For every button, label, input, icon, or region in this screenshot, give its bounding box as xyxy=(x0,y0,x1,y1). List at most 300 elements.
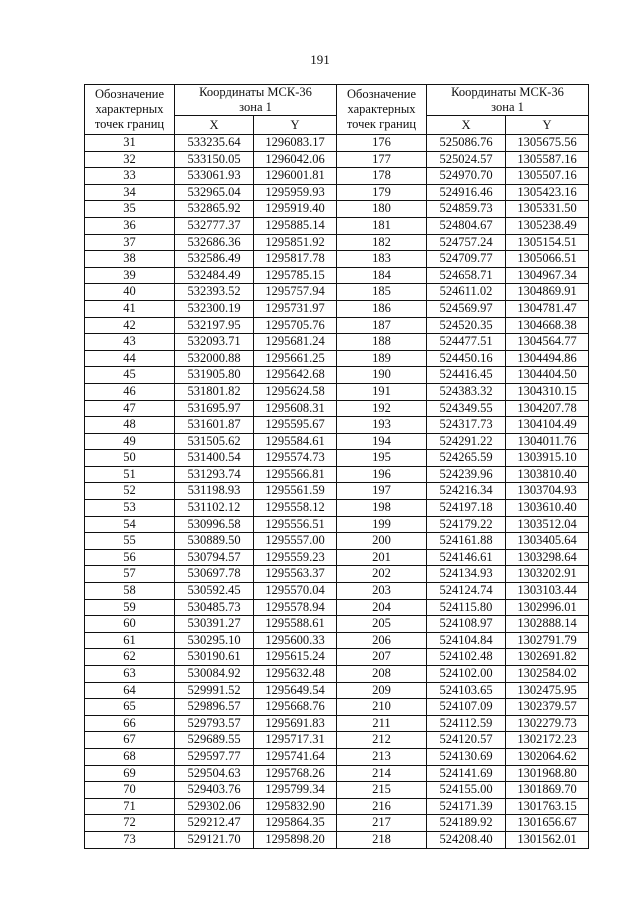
cell-point-right: 206 xyxy=(337,632,427,649)
cell-y-left: 1296042.06 xyxy=(254,151,337,168)
cell-point-left: 67 xyxy=(85,732,175,749)
cell-point-right: 203 xyxy=(337,583,427,600)
cell-x-right: 524161.88 xyxy=(427,533,506,550)
cell-x-left: 533150.05 xyxy=(175,151,254,168)
cell-x-right: 524757.24 xyxy=(427,234,506,251)
cell-point-right: 196 xyxy=(337,466,427,483)
cell-point-left: 62 xyxy=(85,649,175,666)
cell-y-left: 1295584.61 xyxy=(254,433,337,450)
x-header-right: X xyxy=(427,116,506,135)
coords-header-right: Координаты МСК-36 зона 1 xyxy=(427,85,589,116)
table-row xyxy=(85,417,589,434)
cell-point-right: 204 xyxy=(337,599,427,616)
cell-x-left: 532393.52 xyxy=(175,284,254,301)
cell-y-right: 1305587.16 xyxy=(506,151,589,168)
table-row xyxy=(85,317,589,334)
cell-point-left: 40 xyxy=(85,284,175,301)
cell-x-left: 532965.04 xyxy=(175,184,254,201)
cell-point-left: 33 xyxy=(85,168,175,185)
cell-y-left: 1295785.15 xyxy=(254,267,337,284)
cell-x-left: 529597.77 xyxy=(175,748,254,765)
cell-x-left: 530295.10 xyxy=(175,632,254,649)
cell-y-right: 1304011.76 xyxy=(506,433,589,450)
table-row xyxy=(85,782,589,799)
cell-point-right: 202 xyxy=(337,566,427,583)
y-header-left: Y xyxy=(254,116,337,135)
cell-point-left: 69 xyxy=(85,765,175,782)
cell-x-left: 531293.74 xyxy=(175,466,254,483)
table-row xyxy=(85,765,589,782)
table-row xyxy=(85,483,589,500)
table-row xyxy=(85,682,589,699)
cell-x-right: 524124.74 xyxy=(427,583,506,600)
cell-x-left: 532197.95 xyxy=(175,317,254,334)
cell-point-right: 200 xyxy=(337,533,427,550)
table-row xyxy=(85,815,589,832)
cell-y-right: 1304310.15 xyxy=(506,383,589,400)
cell-y-right: 1301763.15 xyxy=(506,798,589,815)
cell-point-right: 192 xyxy=(337,400,427,417)
cell-x-left: 531695.97 xyxy=(175,400,254,417)
cell-point-left: 53 xyxy=(85,500,175,517)
table-row xyxy=(85,599,589,616)
cell-x-left: 533061.93 xyxy=(175,168,254,185)
cell-x-left: 531102.12 xyxy=(175,500,254,517)
cell-x-right: 524197.18 xyxy=(427,500,506,517)
cell-x-right: 524179.22 xyxy=(427,516,506,533)
cell-y-right: 1303810.40 xyxy=(506,466,589,483)
page-number: 191 xyxy=(310,52,330,67)
cell-y-left: 1295600.33 xyxy=(254,632,337,649)
table-row xyxy=(85,234,589,251)
table-row xyxy=(85,284,589,301)
cell-y-left: 1295717.31 xyxy=(254,732,337,749)
cell-point-left: 35 xyxy=(85,201,175,218)
table-row xyxy=(85,217,589,234)
cell-x-left: 531601.87 xyxy=(175,417,254,434)
cell-point-right: 187 xyxy=(337,317,427,334)
cell-point-left: 58 xyxy=(85,583,175,600)
cell-x-right: 524349.55 xyxy=(427,400,506,417)
cell-x-right: 524709.77 xyxy=(427,251,506,268)
table-row xyxy=(85,715,589,732)
cell-point-right: 210 xyxy=(337,699,427,716)
x-header-left: X xyxy=(175,116,254,135)
cell-y-left: 1295885.14 xyxy=(254,217,337,234)
cell-y-right: 1302584.02 xyxy=(506,666,589,683)
cell-point-right: 215 xyxy=(337,782,427,799)
cell-y-left: 1295578.94 xyxy=(254,599,337,616)
cell-point-right: 194 xyxy=(337,433,427,450)
cell-x-left: 532000.88 xyxy=(175,350,254,367)
cell-x-left: 529896.57 xyxy=(175,699,254,716)
cell-y-right: 1305154.51 xyxy=(506,234,589,251)
cell-x-left: 529991.52 xyxy=(175,682,254,699)
table-row xyxy=(85,500,589,517)
table-row xyxy=(85,632,589,649)
table-body xyxy=(85,135,589,849)
table-row xyxy=(85,201,589,218)
cell-x-right: 524383.32 xyxy=(427,383,506,400)
cell-x-left: 530391.27 xyxy=(175,616,254,633)
cell-y-right: 1304104.49 xyxy=(506,417,589,434)
cell-x-left: 532686.36 xyxy=(175,234,254,251)
cell-y-left: 1295757.94 xyxy=(254,284,337,301)
cell-y-right: 1304781.47 xyxy=(506,300,589,317)
cell-x-right: 524120.57 xyxy=(427,732,506,749)
cell-point-right: 197 xyxy=(337,483,427,500)
cell-y-left: 1296083.17 xyxy=(254,135,337,152)
cell-y-left: 1295624.58 xyxy=(254,383,337,400)
cell-x-left: 529212.47 xyxy=(175,815,254,832)
cell-y-right: 1305507.16 xyxy=(506,168,589,185)
cell-y-right: 1302791.79 xyxy=(506,632,589,649)
cell-point-left: 42 xyxy=(85,317,175,334)
cell-x-left: 529689.55 xyxy=(175,732,254,749)
cell-point-left: 60 xyxy=(85,616,175,633)
cell-point-right: 218 xyxy=(337,831,427,848)
cell-point-left: 71 xyxy=(85,798,175,815)
cell-y-right: 1304869.91 xyxy=(506,284,589,301)
cell-y-right: 1303103.44 xyxy=(506,583,589,600)
cell-x-left: 533235.64 xyxy=(175,135,254,152)
cell-x-right: 524317.73 xyxy=(427,417,506,434)
cell-x-right: 524265.59 xyxy=(427,450,506,467)
cell-y-right: 1302996.01 xyxy=(506,599,589,616)
table-row xyxy=(85,433,589,450)
point-header-left: Обозначение характерных точек границ xyxy=(85,85,175,135)
table-row xyxy=(85,367,589,384)
cell-y-left: 1295559.23 xyxy=(254,549,337,566)
table-row xyxy=(85,168,589,185)
cell-point-right: 180 xyxy=(337,201,427,218)
cell-x-right: 524216.34 xyxy=(427,483,506,500)
cell-y-right: 1303915.10 xyxy=(506,450,589,467)
table-row xyxy=(85,151,589,168)
cell-point-right: 178 xyxy=(337,168,427,185)
cell-x-left: 532300.19 xyxy=(175,300,254,317)
table-row xyxy=(85,583,589,600)
cell-y-right: 1302888.14 xyxy=(506,616,589,633)
cell-point-right: 182 xyxy=(337,234,427,251)
cell-x-right: 524970.70 xyxy=(427,168,506,185)
table-row xyxy=(85,649,589,666)
cell-x-left: 532777.37 xyxy=(175,217,254,234)
cell-x-right: 525024.57 xyxy=(427,151,506,168)
cell-y-left: 1295799.34 xyxy=(254,782,337,799)
cell-point-left: 46 xyxy=(85,383,175,400)
cell-x-left: 530794.57 xyxy=(175,549,254,566)
table-row xyxy=(85,516,589,533)
cell-y-right: 1303298.64 xyxy=(506,549,589,566)
cell-point-right: 190 xyxy=(337,367,427,384)
cell-point-left: 32 xyxy=(85,151,175,168)
cell-point-left: 41 xyxy=(85,300,175,317)
cell-x-right: 524291.22 xyxy=(427,433,506,450)
cell-point-right: 214 xyxy=(337,765,427,782)
cell-point-right: 179 xyxy=(337,184,427,201)
cell-x-left: 532484.49 xyxy=(175,267,254,284)
cell-y-right: 1302691.82 xyxy=(506,649,589,666)
cell-x-right: 524804.67 xyxy=(427,217,506,234)
cell-y-left: 1295959.93 xyxy=(254,184,337,201)
cell-x-left: 530996.58 xyxy=(175,516,254,533)
cell-y-left: 1295570.04 xyxy=(254,583,337,600)
cell-y-right: 1304564.77 xyxy=(506,334,589,351)
cell-x-left: 531198.93 xyxy=(175,483,254,500)
cell-x-right: 524208.40 xyxy=(427,831,506,848)
cell-point-right: 216 xyxy=(337,798,427,815)
table-row xyxy=(85,450,589,467)
cell-y-left: 1295615.24 xyxy=(254,649,337,666)
cell-point-left: 49 xyxy=(85,433,175,450)
table-row xyxy=(85,400,589,417)
cell-point-left: 37 xyxy=(85,234,175,251)
cell-x-right: 524103.65 xyxy=(427,682,506,699)
cell-y-left: 1295668.76 xyxy=(254,699,337,716)
cell-point-right: 181 xyxy=(337,217,427,234)
cell-point-left: 45 xyxy=(85,367,175,384)
cell-x-right: 525086.76 xyxy=(427,135,506,152)
table-row xyxy=(85,798,589,815)
cell-y-right: 1301656.67 xyxy=(506,815,589,832)
cell-point-right: 186 xyxy=(337,300,427,317)
cell-x-left: 531801.82 xyxy=(175,383,254,400)
cell-y-right: 1301562.01 xyxy=(506,831,589,848)
cell-point-right: 207 xyxy=(337,649,427,666)
cell-x-right: 524916.46 xyxy=(427,184,506,201)
cell-y-left: 1295563.37 xyxy=(254,566,337,583)
cell-x-right: 524146.61 xyxy=(427,549,506,566)
cell-x-left: 529121.70 xyxy=(175,831,254,848)
cell-y-right: 1304207.78 xyxy=(506,400,589,417)
cell-point-right: 211 xyxy=(337,715,427,732)
cell-y-right: 1302475.95 xyxy=(506,682,589,699)
cell-x-left: 530889.50 xyxy=(175,533,254,550)
cell-y-left: 1295649.54 xyxy=(254,682,337,699)
cell-y-right: 1302279.73 xyxy=(506,715,589,732)
cell-y-right: 1304404.50 xyxy=(506,367,589,384)
cell-y-left: 1295632.48 xyxy=(254,666,337,683)
cell-y-left: 1295681.24 xyxy=(254,334,337,351)
cell-x-right: 524171.39 xyxy=(427,798,506,815)
cell-point-left: 73 xyxy=(85,831,175,848)
y-header-right: Y xyxy=(506,116,589,135)
cell-point-right: 199 xyxy=(337,516,427,533)
cell-point-right: 193 xyxy=(337,417,427,434)
cell-point-left: 47 xyxy=(85,400,175,417)
cell-y-right: 1301869.70 xyxy=(506,782,589,799)
cell-y-left: 1295851.92 xyxy=(254,234,337,251)
cell-point-right: 176 xyxy=(337,135,427,152)
cell-x-left: 531400.54 xyxy=(175,450,254,467)
cell-x-left: 529302.06 xyxy=(175,798,254,815)
cell-point-left: 48 xyxy=(85,417,175,434)
cell-y-left: 1295595.67 xyxy=(254,417,337,434)
table-row xyxy=(85,251,589,268)
cell-point-right: 185 xyxy=(337,284,427,301)
cell-y-left: 1296001.81 xyxy=(254,168,337,185)
cell-x-left: 530592.45 xyxy=(175,583,254,600)
cell-y-left: 1295556.51 xyxy=(254,516,337,533)
cell-x-right: 524569.97 xyxy=(427,300,506,317)
cell-point-right: 195 xyxy=(337,450,427,467)
cell-point-left: 51 xyxy=(85,466,175,483)
cell-x-left: 530485.73 xyxy=(175,599,254,616)
cell-y-left: 1295817.78 xyxy=(254,251,337,268)
cell-y-right: 1305238.49 xyxy=(506,217,589,234)
cell-x-left: 529793.57 xyxy=(175,715,254,732)
cell-y-left: 1295898.20 xyxy=(254,831,337,848)
cell-y-left: 1295608.31 xyxy=(254,400,337,417)
cell-y-left: 1295558.12 xyxy=(254,500,337,517)
cell-x-right: 524239.96 xyxy=(427,466,506,483)
cell-point-left: 56 xyxy=(85,549,175,566)
cell-y-right: 1303610.40 xyxy=(506,500,589,517)
table-row xyxy=(85,699,589,716)
cell-point-right: 184 xyxy=(337,267,427,284)
cell-y-right: 1303704.93 xyxy=(506,483,589,500)
cell-x-left: 532586.49 xyxy=(175,251,254,268)
cell-point-right: 177 xyxy=(337,151,427,168)
cell-y-left: 1295768.26 xyxy=(254,765,337,782)
cell-x-right: 524104.84 xyxy=(427,632,506,649)
point-header-right: Обозначение характерных точек границ xyxy=(337,85,427,135)
cell-point-right: 188 xyxy=(337,334,427,351)
cell-point-right: 205 xyxy=(337,616,427,633)
cell-x-left: 529504.63 xyxy=(175,765,254,782)
cell-point-left: 64 xyxy=(85,682,175,699)
cell-point-left: 44 xyxy=(85,350,175,367)
cell-x-left: 530697.78 xyxy=(175,566,254,583)
table-row xyxy=(85,748,589,765)
cell-y-left: 1295566.81 xyxy=(254,466,337,483)
cell-point-left: 36 xyxy=(85,217,175,234)
cell-y-left: 1295919.40 xyxy=(254,201,337,218)
cell-point-left: 54 xyxy=(85,516,175,533)
cell-point-right: 208 xyxy=(337,666,427,683)
cell-x-left: 532093.71 xyxy=(175,334,254,351)
cell-point-left: 55 xyxy=(85,533,175,550)
cell-point-left: 59 xyxy=(85,599,175,616)
cell-point-left: 39 xyxy=(85,267,175,284)
cell-point-left: 63 xyxy=(85,666,175,683)
cell-y-right: 1305331.50 xyxy=(506,201,589,218)
cell-point-right: 201 xyxy=(337,549,427,566)
cell-point-left: 65 xyxy=(85,699,175,716)
cell-y-right: 1302172.23 xyxy=(506,732,589,749)
cell-y-left: 1295731.97 xyxy=(254,300,337,317)
cell-y-left: 1295705.76 xyxy=(254,317,337,334)
table-row xyxy=(85,184,589,201)
cell-y-right: 1303405.64 xyxy=(506,533,589,550)
cell-y-right: 1305423.16 xyxy=(506,184,589,201)
table-row xyxy=(85,831,589,848)
cell-y-left: 1295574.73 xyxy=(254,450,337,467)
cell-point-left: 68 xyxy=(85,748,175,765)
table-row xyxy=(85,300,589,317)
cell-y-right: 1301968.80 xyxy=(506,765,589,782)
cell-point-right: 183 xyxy=(337,251,427,268)
table-row xyxy=(85,267,589,284)
cell-point-left: 34 xyxy=(85,184,175,201)
table-row xyxy=(85,383,589,400)
cell-point-left: 31 xyxy=(85,135,175,152)
cell-y-right: 1305675.56 xyxy=(506,135,589,152)
cell-x-right: 524189.92 xyxy=(427,815,506,832)
cell-y-left: 1295691.83 xyxy=(254,715,337,732)
cell-point-left: 72 xyxy=(85,815,175,832)
cell-y-right: 1304494.86 xyxy=(506,350,589,367)
cell-point-left: 52 xyxy=(85,483,175,500)
cell-x-right: 524141.69 xyxy=(427,765,506,782)
cell-y-left: 1295642.68 xyxy=(254,367,337,384)
cell-point-right: 213 xyxy=(337,748,427,765)
cell-x-right: 524477.51 xyxy=(427,334,506,351)
cell-y-left: 1295832.90 xyxy=(254,798,337,815)
cell-x-right: 524115.80 xyxy=(427,599,506,616)
cell-x-right: 524112.59 xyxy=(427,715,506,732)
cell-point-right: 191 xyxy=(337,383,427,400)
cell-point-right: 212 xyxy=(337,732,427,749)
cell-x-left: 530190.61 xyxy=(175,649,254,666)
cell-x-right: 524102.00 xyxy=(427,666,506,683)
table-row xyxy=(85,566,589,583)
cell-x-left: 532865.92 xyxy=(175,201,254,218)
cell-y-left: 1295741.64 xyxy=(254,748,337,765)
table-row xyxy=(85,549,589,566)
cell-x-right: 524611.02 xyxy=(427,284,506,301)
cell-point-left: 66 xyxy=(85,715,175,732)
cell-x-right: 524450.16 xyxy=(427,350,506,367)
cell-x-right: 524108.97 xyxy=(427,616,506,633)
table-row xyxy=(85,732,589,749)
cell-y-left: 1295661.25 xyxy=(254,350,337,367)
table-row xyxy=(85,334,589,351)
cell-point-right: 189 xyxy=(337,350,427,367)
cell-y-left: 1295588.61 xyxy=(254,616,337,633)
table-row xyxy=(85,135,589,152)
cell-point-right: 198 xyxy=(337,500,427,517)
table-row xyxy=(85,616,589,633)
cell-y-left: 1295557.00 xyxy=(254,533,337,550)
cell-point-right: 209 xyxy=(337,682,427,699)
cell-y-right: 1302379.57 xyxy=(506,699,589,716)
cell-point-left: 70 xyxy=(85,782,175,799)
cell-x-right: 524658.71 xyxy=(427,267,506,284)
cell-x-right: 524134.93 xyxy=(427,566,506,583)
cell-x-right: 524859.73 xyxy=(427,201,506,218)
cell-x-left: 529403.76 xyxy=(175,782,254,799)
cell-y-right: 1304967.34 xyxy=(506,267,589,284)
cell-y-right: 1304668.38 xyxy=(506,317,589,334)
coords-header-left: Координаты МСК-36 зона 1 xyxy=(175,85,337,116)
cell-y-right: 1302064.62 xyxy=(506,748,589,765)
cell-y-right: 1303202.91 xyxy=(506,566,589,583)
cell-x-left: 531905.80 xyxy=(175,367,254,384)
cell-point-right: 217 xyxy=(337,815,427,832)
cell-y-left: 1295864.35 xyxy=(254,815,337,832)
cell-point-left: 57 xyxy=(85,566,175,583)
cell-x-right: 524155.00 xyxy=(427,782,506,799)
table-row xyxy=(85,466,589,483)
cell-point-left: 43 xyxy=(85,334,175,351)
cell-x-right: 524130.69 xyxy=(427,748,506,765)
cell-y-left: 1295561.59 xyxy=(254,483,337,500)
table-row xyxy=(85,666,589,683)
cell-y-right: 1303512.04 xyxy=(506,516,589,533)
cell-x-right: 524107.09 xyxy=(427,699,506,716)
